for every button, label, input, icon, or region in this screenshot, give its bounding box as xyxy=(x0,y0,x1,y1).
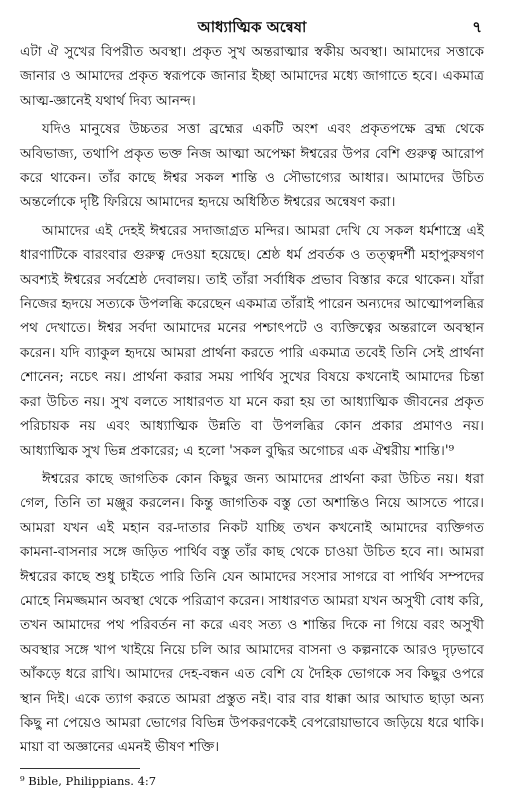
footnote: ⁹ Bible, Philippians. 4:7 xyxy=(20,773,157,788)
paragraph-2: যদিও মানুষের উচ্চতর সত্তা ব্রহ্মের একটি অংশ এবং প্রকৃতপক্ষে ব্রহ্ম থেকে অবিভাজ্য, তথাপি প্রকৃত ভক্ত নিজ আত্মা অপেক্ষা ঈশ্বরের উপর বেশি গুরুত্ব আরোপ করে থাকেন। তাঁর কাছে ঈশ্বর সকল শান্তি ও সৌভাগ্যের আধার। আমাদের উচিত অন্তর্লোকে দৃষ্টি ফিরিয়ে আমাদের হৃদয়ে অধিষ্ঠিত ঈশ্বরের অন্বেষণ করা। xyxy=(20,121,484,211)
running-title: আধ্যাত্মিক অন্বেষা xyxy=(197,18,307,36)
paragraph-4: ঈশ্বরের কাছে জাগতিক কোন কিছুর জন্য আমাদের প্রার্থনা করা উচিত নয়। ধরা গেল, তিনি তা মঞ্জুর করলেন। কিন্তু জাগতিক বস্তু তো অশান্তিও নিয়ে আসতে পারে। আমরা যখন এই মহান বর-দাতার নিকট যাচ্ছি তখন কখনোই আমাদের ব্যক্তিগত কামনা-বাসনার সঙ্গে জড়িত পার্থিব বস্তু তাঁর কাছ থেকে চাওয়া উচিত হবে না। আমরা ঈশ্বরের কাছে শুধু চাইতে পারি তিনি যেন আমাদের সংসার সাগরে বা পার্থিব সম্পদের মোহে নিমজ্জমান অবস্থা থেকে পরিত্রাণ করেন। সাধারণত আমরা যখন অসুখী বোধ করি, তখন আমাদের পথ পরিবর্তন না করে এবং সত্য ও শান্তির দিকে না গিয়ে বরং অসুখী অবস্থার সঙ্গে খাপ খাইয়ে নিয়ে চলি আর আমাদের বাসনা ও কল্পনাকে আরও দৃঢ়ভাবে আঁকড়ে ধরে রাখি। আমাদের দেহ-বন্ধন এত বেশি যে দৈহিক ভোগকে সব কিছুর ওপরে স্থান দিই। একে ত্যাগ করতে আমরা প্রস্তুত নই। বার বার ধাক্কা আর আঘাত ছাড়া অন্য কিছু না পেয়েও আমরা ভোগের বিভিন্ন উপকরণকেই বেপরোয়াভাবে জড়িয়ে ধরে থাকি। মায়া বা অজ্ঞানের এমনই ভীষণ শক্তি। xyxy=(20,470,484,756)
footnote-divider xyxy=(20,768,140,769)
page-number: ৭ xyxy=(472,18,482,36)
page-header xyxy=(20,16,484,38)
body-text xyxy=(20,40,484,760)
paragraph-3: আমাদের এই দেহই ঈশ্বরের সদাজাগ্রত মন্দির। আমরা দেখি যে সকল ধর্মশাস্ত্রে এই ধারণাটিকে বারংবার গুরুত্ব দেওয়া হয়েছে। শ্রেষ্ঠ ধর্ম প্রবর্তক ও তত্ত্বদর্শী মহাপুরুষগণ অবশ্যই ঈশ্বরের সর্বশ্রেষ্ঠ দেবালয়। তাই তাঁরা সর্বাধিক প্রভাব বিস্তার করে থাকেন। যাঁরা নিজের হৃদয়ে সত্যকে উপলব্ধি করেছেন একমাত্র তাঁরাই পারেন অন্যদের আত্মোপলব্ধির পথ দেখাতে। ঈশ্বর সর্বদা আমাদের মনের পশ্চাৎপটে ও ব্যক্তিত্বের অন্তরালে অবস্থান করেন। যদি ব্যাকুল হৃদয়ে আমরা প্রার্থনা করতে পারি একমাত্র তবেই তিনি সেই প্রার্থনা শোনেন; নচেৎ নয়। প্রার্থনা করার সময় পার্থিব সুখের বিষয়ে কখনোই আমাদের চিন্তা করা উচিত নয়। সুখ বলতে সাধারণত যা মনে করা হয় তা আধ্যাত্মিক জীবনের প্রকৃত পরিচায়ক নয় এবং আধ্যাত্মিক উন্নতি বা উপলব্ধির কোন প্রকার প্রমাণও নয়। আধ্যাত্মিক সুখ ভিন্ন প্রকারের; এ হলো 'সকল বুদ্ধির অগোচর এক ঐশ্বরীয় শান্তি।'⁹ xyxy=(20,222,484,459)
paragraph-1: এটা ঐ সুখের বিপরীত অবস্থা। প্রকৃত সুখ অন্তরাত্মার স্বকীয় অবস্থা। আমাদের সত্তাকে জানার ও আমাদের প্রকৃত স্বরূপকে জানার ইচ্ছা আমাদের মধ্যে জাগাতে হবে। একমাত্র আত্ম-জ্ঞানেই যথার্থ দিব্য আনন্দ। xyxy=(20,44,484,109)
